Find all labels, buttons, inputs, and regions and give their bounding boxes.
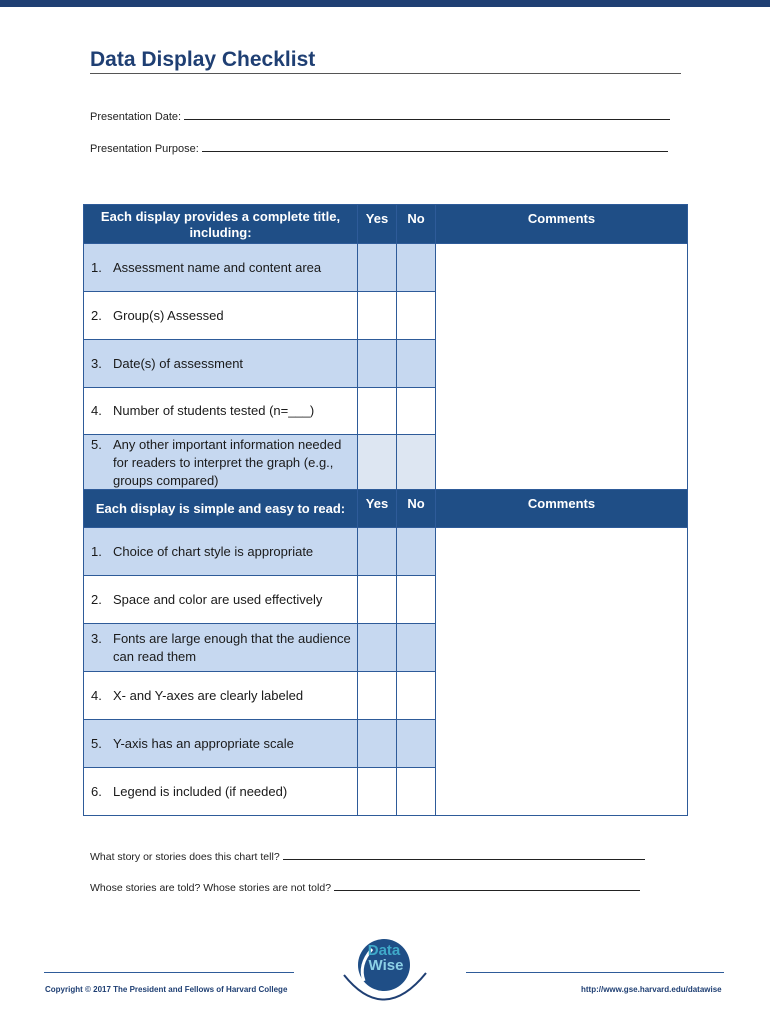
- presentation-purpose-field[interactable]: [90, 141, 668, 155]
- no-checkbox[interactable]: [397, 388, 436, 435]
- no-checkbox[interactable]: [397, 340, 436, 388]
- yes-checkbox[interactable]: [358, 292, 397, 340]
- yes-checkbox[interactable]: [358, 388, 397, 435]
- item-number: 6.: [91, 783, 102, 799]
- item-text: Choice of chart style is appropriate: [113, 543, 314, 559]
- no-checkbox[interactable]: [397, 720, 436, 768]
- copyright-text: Copyright © 2017 The President and Fellows of Harvard College: [45, 985, 288, 994]
- story-question-line[interactable]: [283, 850, 645, 860]
- item-number: 5.: [91, 735, 102, 751]
- yes-checkbox[interactable]: [358, 435, 397, 491]
- no-checkbox[interactable]: [397, 624, 436, 672]
- title-divider: [90, 73, 681, 74]
- section1-no-header: No: [397, 205, 436, 244]
- section1-yes-header: Yes: [358, 205, 397, 244]
- yes-checkbox[interactable]: [358, 528, 397, 576]
- item-text: Any other important information needed for readers to interpret the graph (e.g., groups compared): [113, 437, 342, 488]
- footer-rule-right: [466, 972, 724, 973]
- no-checkbox[interactable]: [397, 292, 436, 340]
- title-checklist-table: [83, 204, 688, 491]
- logo-word-data: Data: [367, 942, 401, 959]
- item-number: 5.: [91, 437, 102, 452]
- item-text: Number of students tested (n=___): [113, 403, 315, 418]
- item-text: Space and color are used effectively: [113, 591, 323, 607]
- presentation-date-field[interactable]: [90, 109, 670, 123]
- top-accent-bar: [0, 0, 770, 7]
- item-number: 3.: [91, 630, 102, 646]
- section1-header: Each display provides a complete title, including:: [84, 205, 358, 244]
- no-checkbox[interactable]: [397, 244, 436, 292]
- item-number: 2.: [91, 591, 102, 607]
- yes-checkbox[interactable]: [358, 768, 397, 816]
- section1-comments-header: Comments: [436, 205, 688, 244]
- presentation-purpose-label: Presentation Purpose:: [90, 143, 199, 155]
- no-checkbox[interactable]: [397, 768, 436, 816]
- page-title: Data Display Checklist: [90, 48, 316, 71]
- no-checkbox[interactable]: [397, 435, 436, 491]
- item-text: Group(s) Assessed: [113, 307, 224, 323]
- item-number: 2.: [91, 307, 102, 323]
- section2-yes-header: Yes: [358, 490, 397, 528]
- item-number: 4.: [91, 403, 102, 418]
- item-number: 1.: [91, 543, 102, 559]
- section2-comments-box[interactable]: [436, 528, 688, 816]
- yes-checkbox[interactable]: [358, 624, 397, 672]
- section2-comments-header: Comments: [436, 490, 688, 528]
- no-checkbox[interactable]: [397, 528, 436, 576]
- readability-checklist-table: [83, 489, 688, 816]
- website-link[interactable]: http://www.gse.harvard.edu/datawise: [581, 985, 722, 994]
- item-number: 4.: [91, 687, 102, 703]
- yes-checkbox[interactable]: [358, 340, 397, 388]
- presentation-purpose-line[interactable]: [202, 141, 668, 152]
- story-question-label: What story or stories does this chart tell?: [90, 851, 280, 863]
- item-number: 1.: [91, 259, 102, 275]
- item-text: Date(s) of assessment: [113, 355, 244, 371]
- table-row: [84, 528, 688, 576]
- yes-checkbox[interactable]: [358, 672, 397, 720]
- yes-checkbox[interactable]: [358, 576, 397, 624]
- whose-stories-question[interactable]: [90, 881, 640, 894]
- footer-rule-left: [44, 972, 294, 973]
- no-checkbox[interactable]: [397, 672, 436, 720]
- yes-checkbox[interactable]: [358, 720, 397, 768]
- item-text: Legend is included (if needed): [113, 783, 288, 799]
- story-question[interactable]: [90, 850, 645, 863]
- section1-comments-box[interactable]: [436, 244, 688, 491]
- item-text: Y-axis has an appropriate scale: [113, 735, 294, 751]
- section2-no-header: No: [397, 490, 436, 528]
- presentation-date-line[interactable]: [184, 109, 670, 120]
- item-text: Fonts are large enough that the audience can read them: [113, 630, 351, 664]
- no-checkbox[interactable]: [397, 576, 436, 624]
- section2-header: Each display is simple and easy to read:: [84, 490, 358, 528]
- item-text: Assessment name and content area: [113, 259, 322, 275]
- presentation-date-label: Presentation Date:: [90, 111, 182, 123]
- logo-word-wise: Wise: [368, 957, 404, 974]
- datawise-logo: [338, 925, 430, 1013]
- whose-stories-label: Whose stories are told? Whose stories are not told?: [90, 882, 332, 894]
- whose-stories-line[interactable]: [334, 881, 640, 891]
- item-text: X- and Y-axes are clearly labeled: [113, 687, 304, 703]
- yes-checkbox[interactable]: [358, 244, 397, 292]
- table-row: [84, 244, 688, 292]
- item-number: 3.: [91, 355, 102, 371]
